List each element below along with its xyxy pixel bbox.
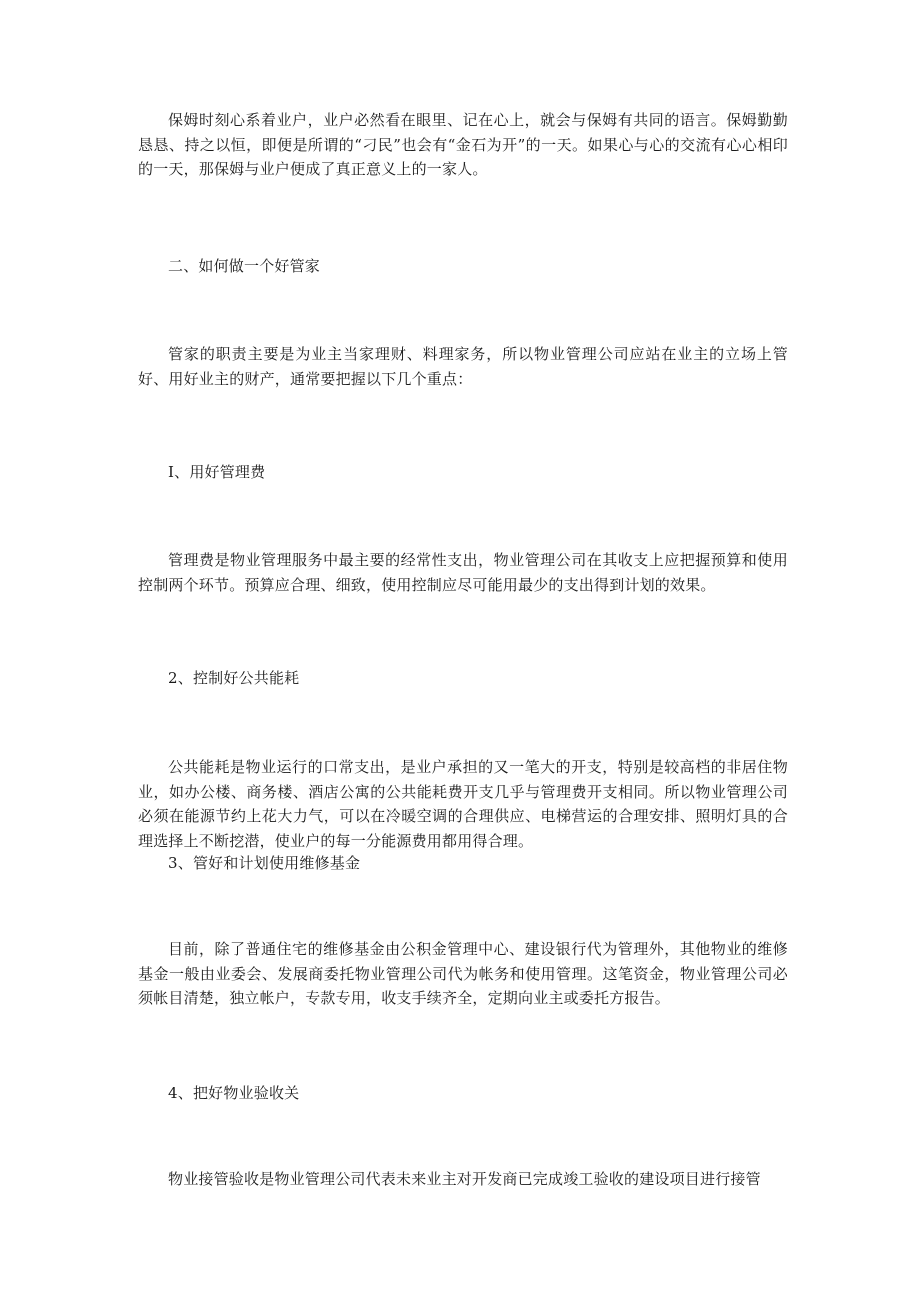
paragraph-steward-duties: 管家的职责主要是为业主当家理财、料理家务，所以物业管理公司应站在业主的立场上管好、用好业主的财产，通常要把握以下几个重点： <box>138 345 788 388</box>
paragraph-nanny-relationship: 保姆时刻心系着业户，业户必然看在眼里、记在心上，就会与保姆有共同的语言。保姆勤勤恳恳、持之以恒，即便是所谓的“刁民”也会有“金石为开”的一天。如果心与心的交流有心心相印的一天，那保姆与业户便成了真正意义上的一家人。 <box>138 111 788 178</box>
item-heading-management-fee: I、用好管理费 <box>168 463 266 481</box>
paragraph-public-energy: 公共能耗是物业运行的口常支出，是业户承担的又一笔大的开支，特别是较高档的非居住物业，如办公楼、商务楼、酒店公寓的公共能耗费开支几乎与管理费开支相同。所以物业管理公司必须在能源节约上花大力气，可以在冷暖空调的合理供应、电梯营运的合理安排、照明灯具的合理选择上不断挖潜，使业户的每一分能源费用都用得合理。 <box>138 758 788 850</box>
item-heading-property-acceptance: 4、把好物业验收关 <box>168 1084 300 1102</box>
paragraph-maintenance-fund: 目前，除了普通住宅的维修基金由公积金管理中心、建设银行代为管理外，其他物业的维修基金一般由业委会、发展商委托物业管理公司代为帐务和使用管理。这笔资金，物业管理公司必须帐目清楚，独立帐户，专款专用，收支手续齐全，定期向业主或委托方报告。 <box>138 940 788 1007</box>
item-heading-public-energy: 2、控制好公共能耗 <box>168 669 300 687</box>
paragraph-property-acceptance: 物业接管验收是物业管理公司代表未来业主对开发商已完成竣工验收的建设项目进行接管 <box>168 1170 761 1188</box>
item-heading-maintenance-fund: 3、管好和计划使用维修基金 <box>168 854 361 872</box>
section-heading-good-steward: 二、如何做一个好管家 <box>168 257 321 275</box>
paragraph-management-fee: 管理费是物业管理服务中最主要的经常性支出，物业管理公司在其收支上应把握预算和使用控制两个环节。预算应合理、细致，使用控制应尽可能用最少的支出得到计划的效果。 <box>138 551 788 594</box>
